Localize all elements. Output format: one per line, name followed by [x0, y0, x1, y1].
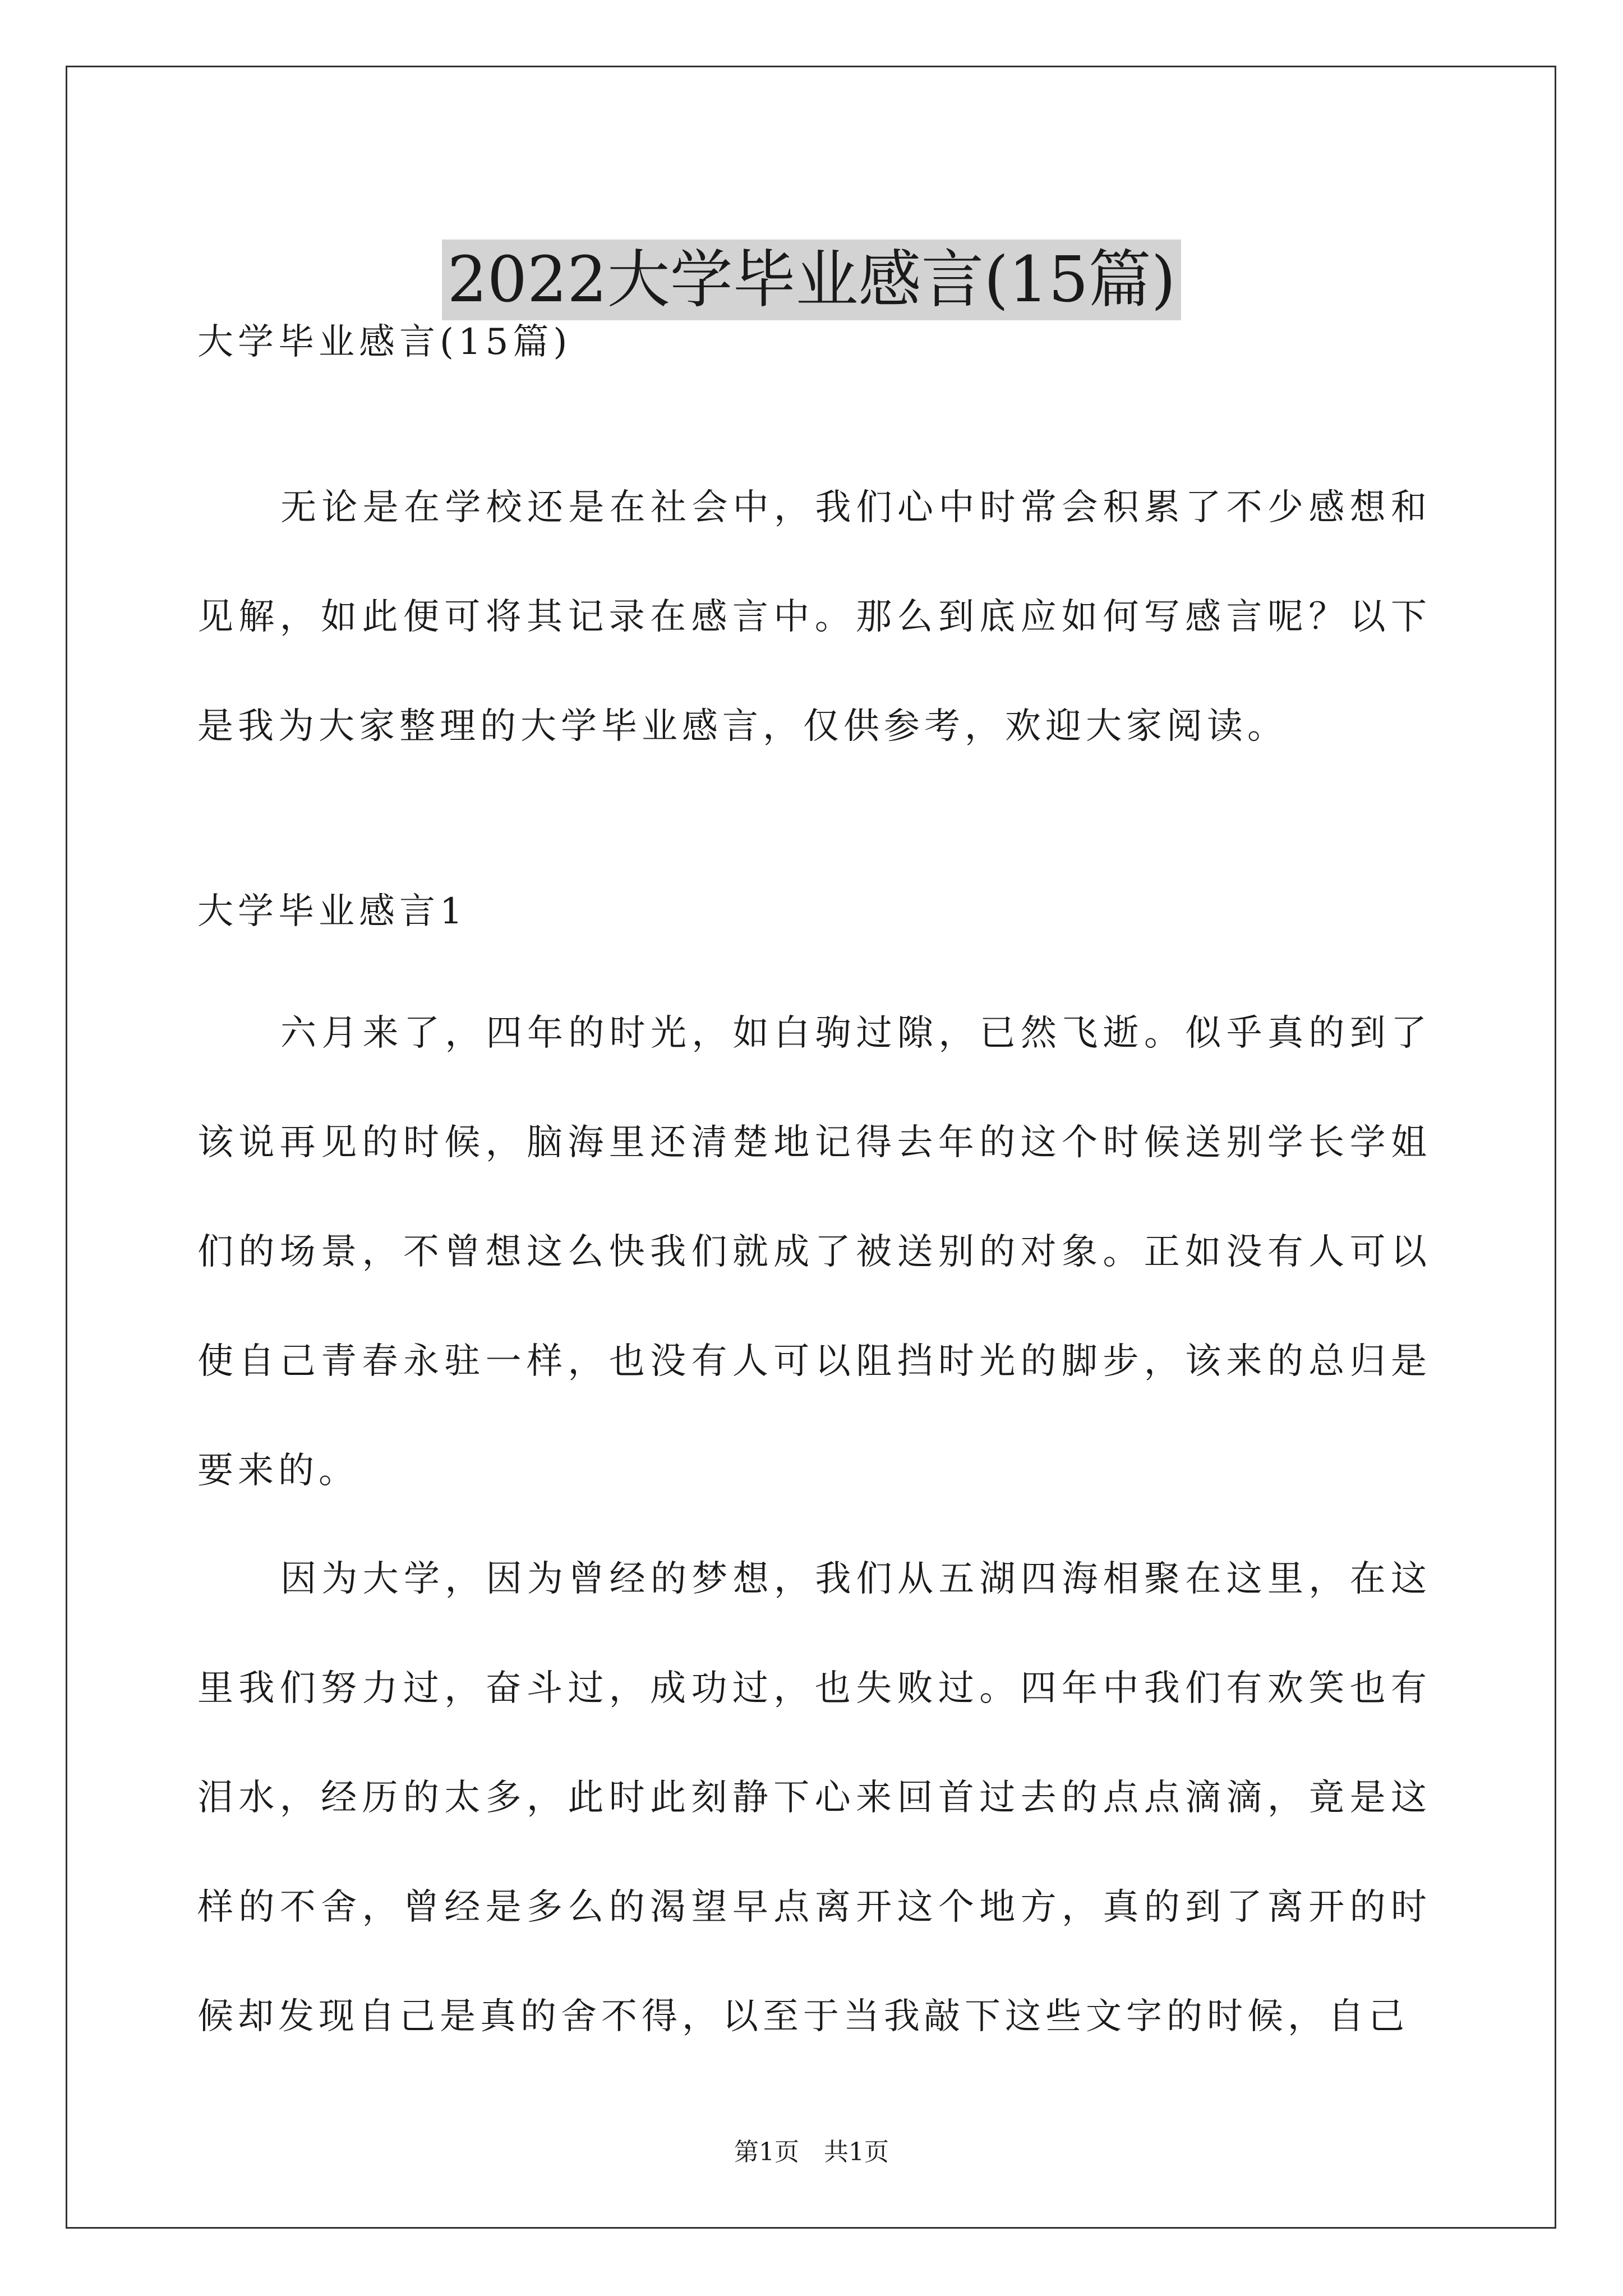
body-paragraph-2: 因为大学，因为曾经的梦想，我们从五湖四海相聚在这里，在这里我们努力过，奋斗过，成功过，也失败过。四年中我们有欢笑也有泪水，经历的太多，此时此刻静下心来回首过去的点点滴滴，竟是这样的不舍，曾经是多么的渴望早点离开这个地方，真的到了离开的时候却发现自己是真的舍不得，以至于当我敲下这些文字的时候，自己: [197, 1558, 1431, 2037]
document-title: 2022大学毕业感言(15篇): [442, 240, 1182, 320]
intro-paragraph: 无论是在学校还是在社会中，我们心中时常会积累了不少感想和见解，如此便可将其记录在感言中。那么到底应如何写感言呢？以下是我为大家整理的大学毕业感言，仅供参考，欢迎大家阅读。: [197, 487, 1431, 747]
document-subtitle: 大学毕业感言(15篇): [197, 321, 572, 363]
page-total: 共1页: [824, 2138, 889, 2166]
body-paragraph-1: 六月来了，四年的时光，如白驹过隙，已然飞逝。似乎真的到了该说再见的时候，脑海里还清楚地记得去年的这个时候送别学长学姐们的场景，不曾想这么快我们就成了被送别的对象。正如没有人可以使自己青春永驻一样，也没有人可以阻挡时光的脚步，该来的总归是要来的。: [197, 1013, 1431, 1492]
page-footer: [0, 2136, 1623, 2169]
page-number: 第1页: [734, 2138, 799, 2166]
section-heading: 大学毕业感言1: [197, 891, 467, 932]
